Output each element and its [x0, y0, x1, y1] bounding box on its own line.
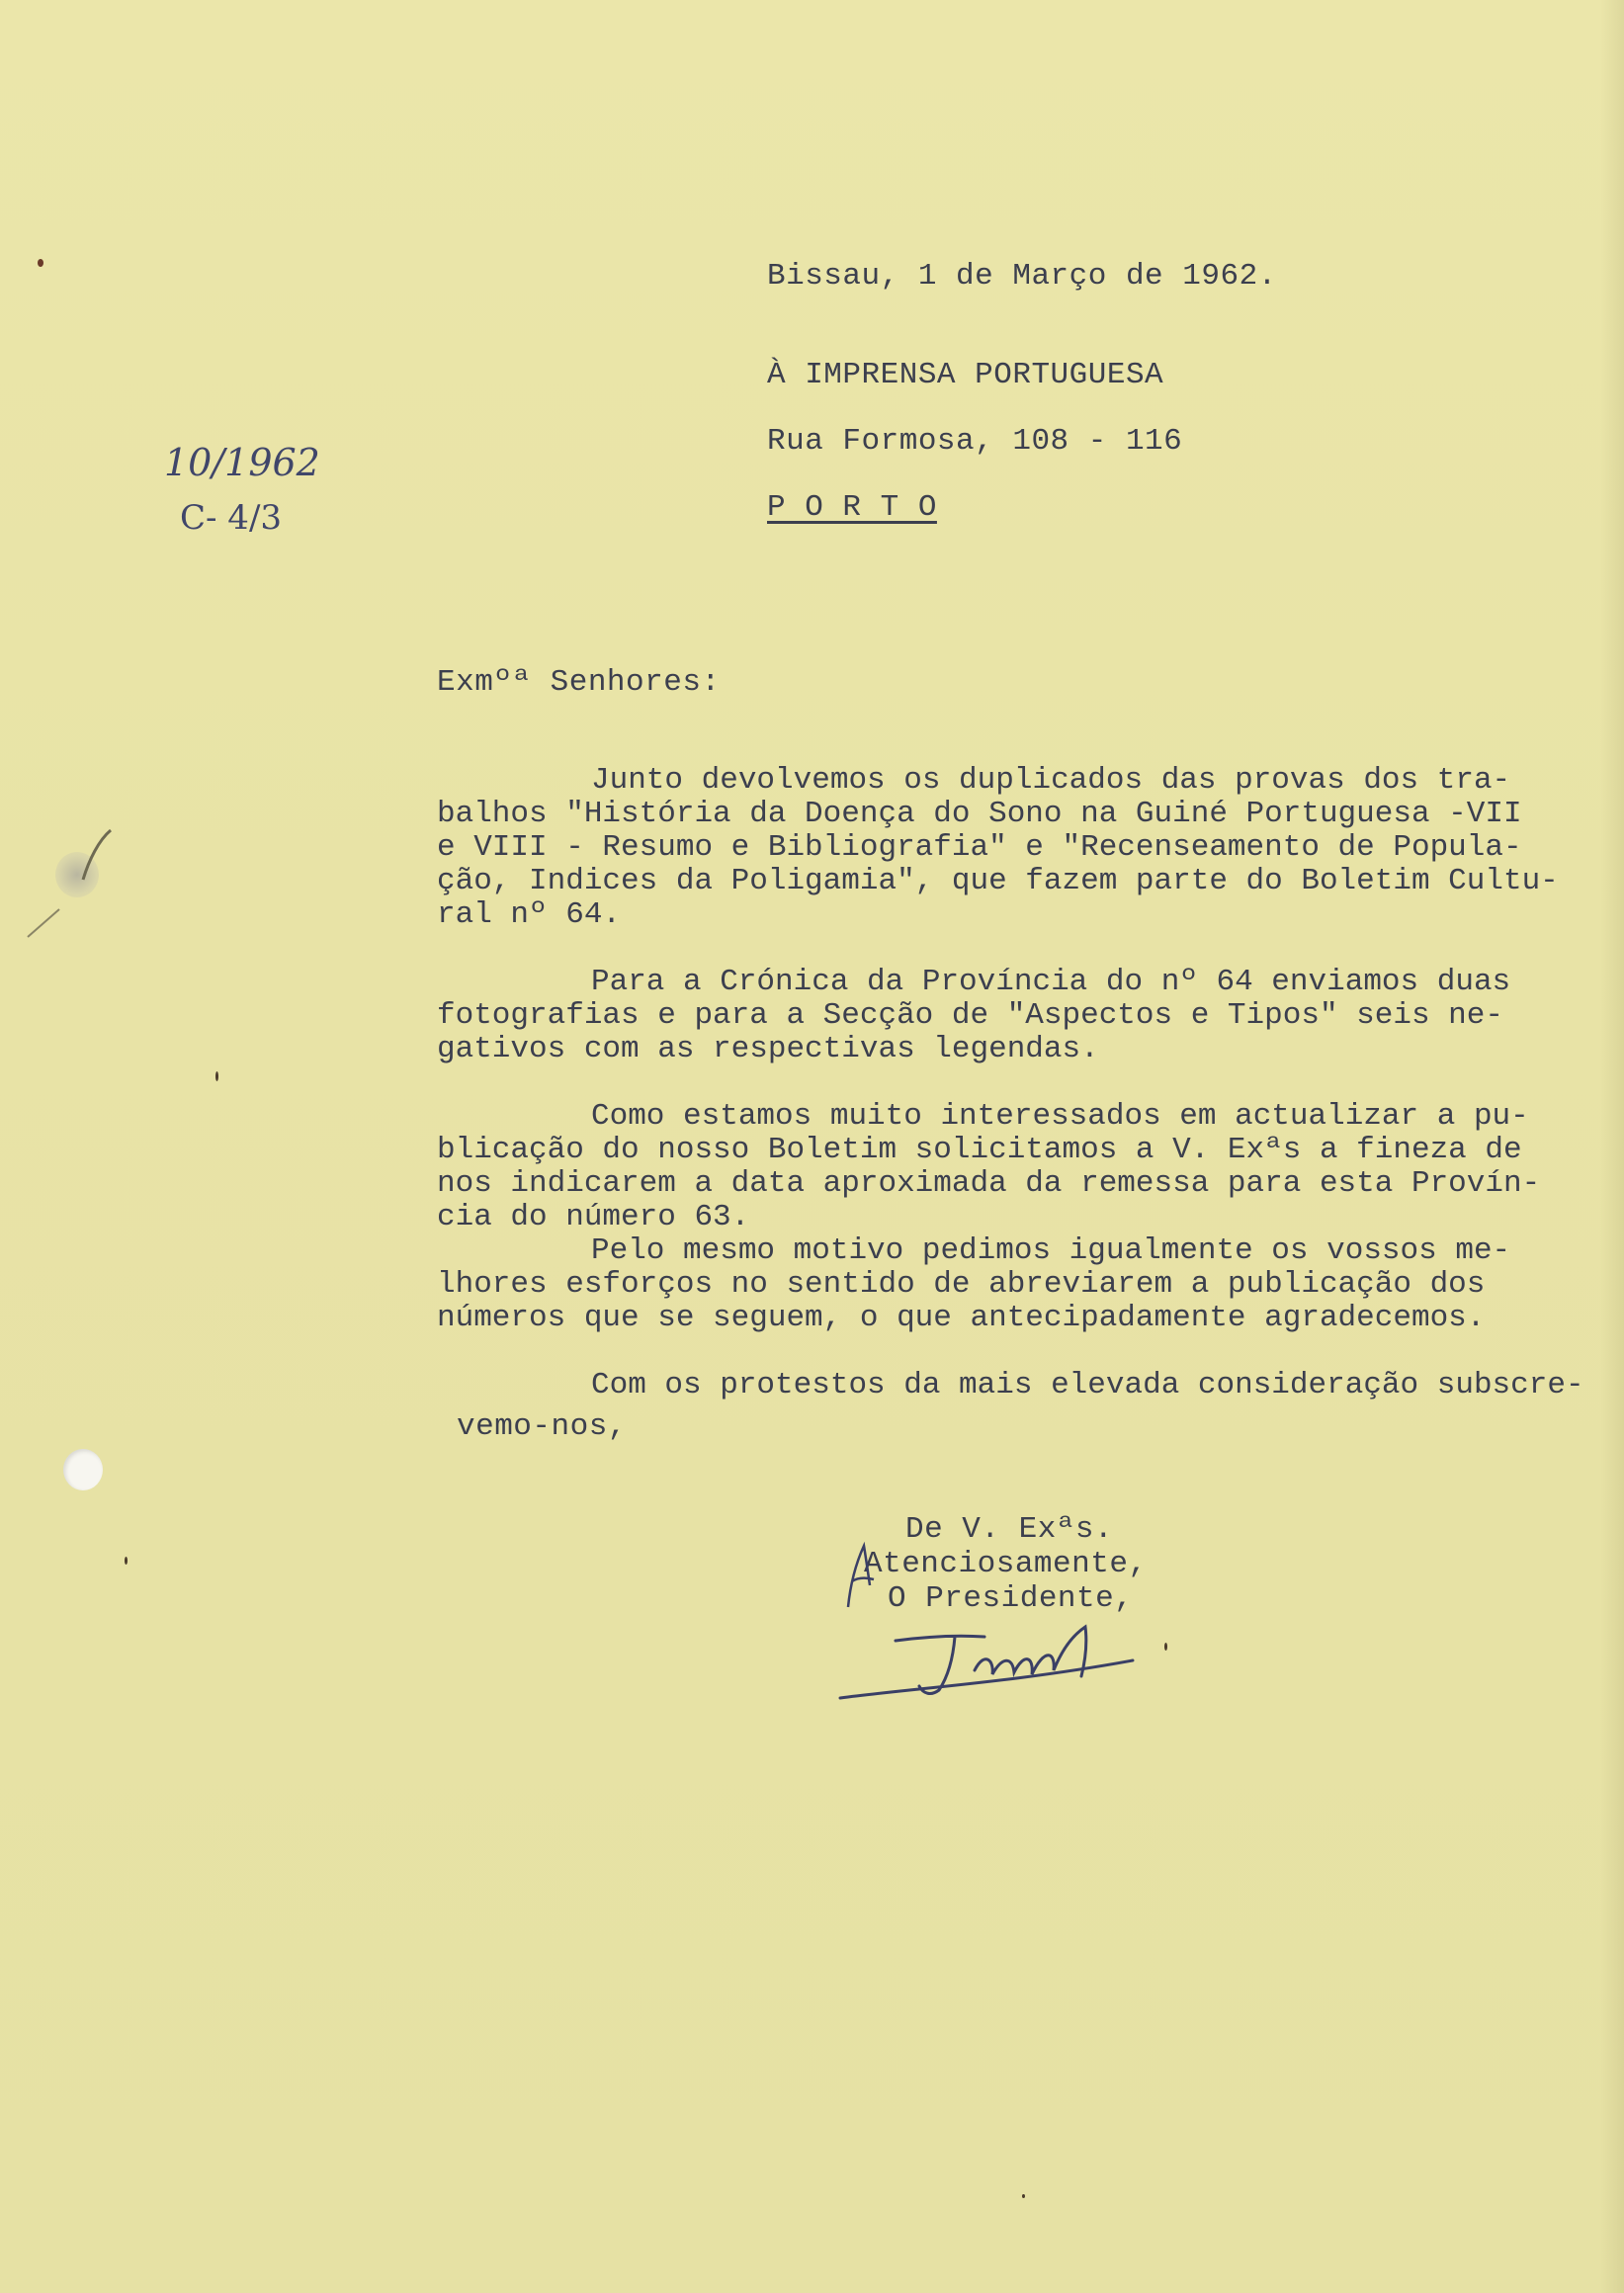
- speck: [215, 1071, 218, 1081]
- dot-mark: [38, 259, 43, 267]
- signoff-line-2: Atenciosamente,: [864, 1547, 1148, 1581]
- body-paragraph: Para a Crónica da Província do nº 64 enviamos duas fotografias e para a Secção de "Aspectos e Tipos" seis ne- gativos com as respectivas legendas.: [437, 965, 1511, 1066]
- recipient-address: Rua Formosa, 108 - 116: [767, 424, 1183, 459]
- signature: [836, 1591, 1162, 1710]
- staple-mark: [20, 820, 128, 939]
- closing-continuation: vemo-nos,: [457, 1409, 627, 1444]
- letter-body: [437, 764, 1603, 1402]
- file-ref-number: 10/1962: [164, 441, 320, 484]
- recipient-name: À IMPRENSA PORTUGUESA: [767, 358, 1164, 392]
- page-edge-shadow: [1600, 0, 1624, 2293]
- salutation: Exmºª Senhores:: [437, 665, 721, 700]
- body-paragraph: Como estamos muito interessados em actualizar a pu- blicação do nosso Boletim solicitamos a V. Exªs a fineza de nos indicarem a data aproximada da remessa para esta Provín- cia do número 63.: [437, 1099, 1541, 1234]
- body-paragraph: Pelo mesmo motivo pedimos igualmente os vossos me- lhores esforços no sentido de abreviarem a publicação dos números que se seguem, o que antecipadamente agradecemos.: [437, 1233, 1511, 1335]
- signoff-line-3: O Presidente,: [888, 1581, 1134, 1616]
- file-ref-code: C- 4/3: [180, 498, 283, 538]
- body-paragraph: Junto devolvemos os duplicados das provas dos tra- balhos "História da Doença do Sono na Guiné Portuguesa -VII e VIII - Resumo e Bibliografia" e "Recenseamento de Popula- ção, Indices da Poligamia", que fazem parte do Boletim Cultu- ral nº 64.: [437, 763, 1559, 932]
- signoff-line-1: De V. Exªs.: [905, 1512, 1114, 1547]
- speck: [1022, 2194, 1025, 2198]
- speck: [125, 1557, 128, 1565]
- punch-hole: [63, 1449, 103, 1490]
- speck: [1164, 1643, 1167, 1651]
- date-line: Bissau, 1 de Março de 1962.: [767, 259, 1277, 294]
- body-paragraph: Com os protestos da mais elevada consideração subscre-: [591, 1368, 1584, 1402]
- recipient-city: P O R T O: [767, 490, 937, 525]
